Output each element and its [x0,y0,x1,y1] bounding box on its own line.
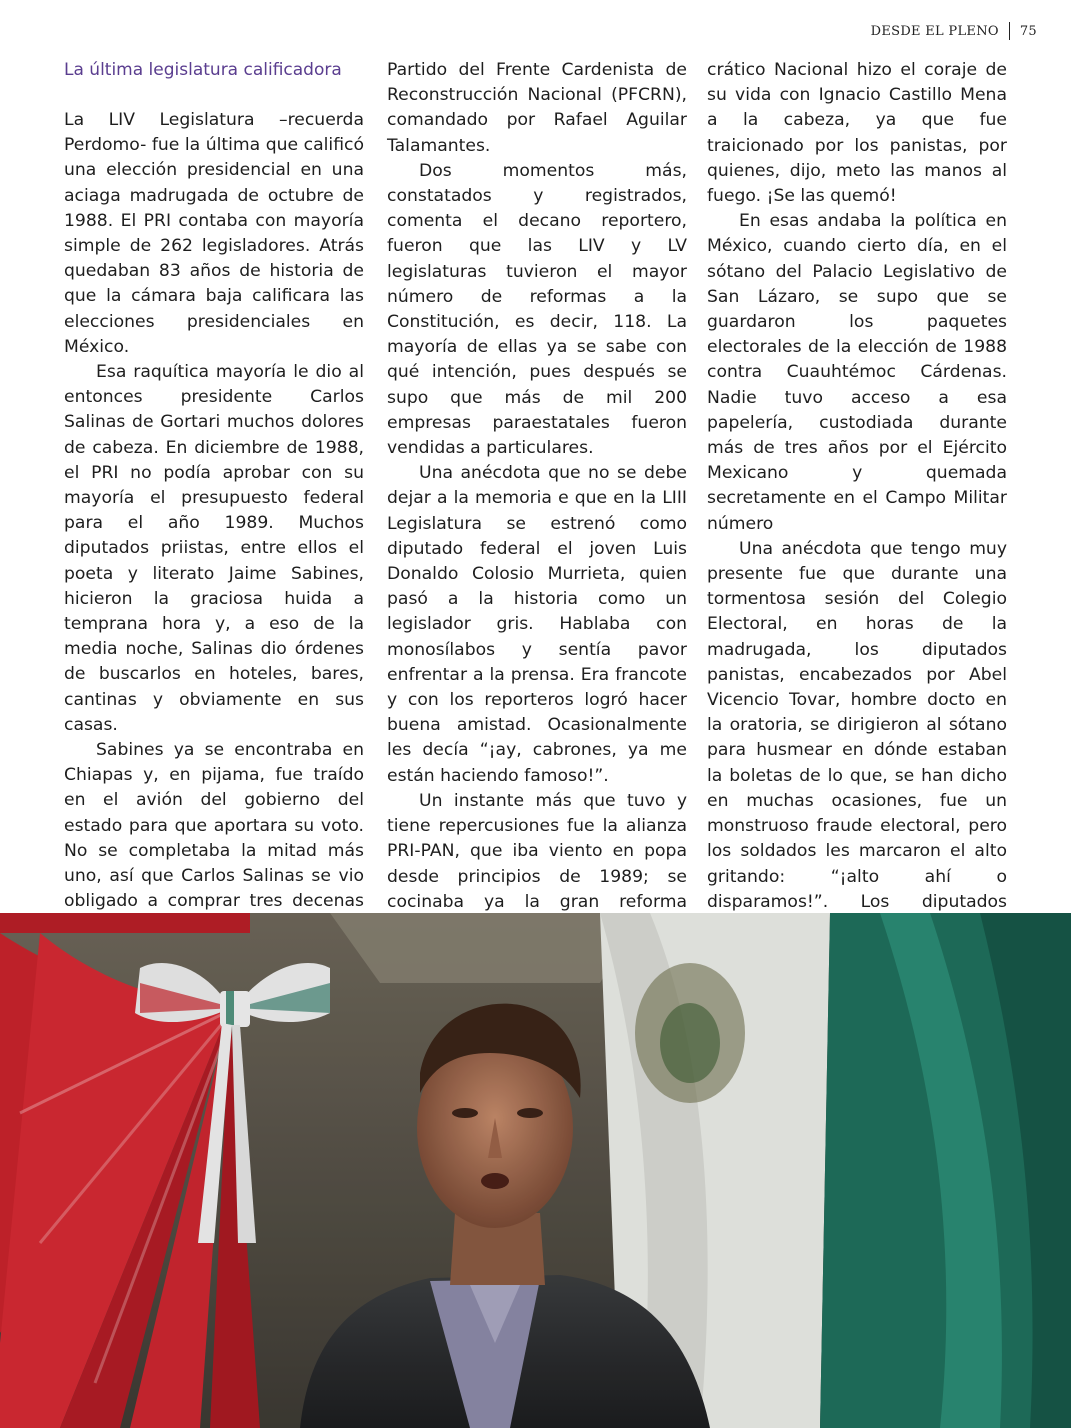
paragraph: Esa raquítica mayoría le dio al entonces presidente Carlos Salinas de Gortari muchos dolores de cabeza. En diciembre de 1988, el PRI no podía aprobar con su mayoría el presupuesto federal para el año 1989. Muchos diputados priistas, entre ellos el poeta y literato Jaime Sabines, hicieron la graciosa huida a temprana hora y, a eso de la media noche, Salinas dio órdenes de buscarlos en hoteles, bares, cantinas y obviamente en sus casas. [64,362,364,735]
paragraph: La LIV Legislatura –recuerda Perdomo- fue la última que calificó una elección presidencial en una aciaga madrugada de octubre de 1988. El PRI contaba con mayoría simple de 262 legisladores. Atrás quedaban 83 años de historia de que la cámara baja calificara las elecciones presidenciales en México. [64,110,364,357]
legislator-photo [0,913,1071,1428]
paragraph: Una anécdota que tengo muy presente fue que durante una tormentosa sesión del Colegio Electoral, en horas de la madrugada, los diputados panistas, encabezados por Abel Vicencio Tovar, hombre docto en la oratoria, se dirigieron al sótano para husmear en dónde estaban la boletas de lo que, se han dicho en muchas ocasiones, fue un monstruoso fraude electoral, pero los soldados les marcaron el alto gritando: “¡alto ahí o disparamos!”. Los diputados [707,538,1007,912]
text-column-3 [707,58,1007,965]
paragraph: Sabines ya se encontraba en Chiapas y, en pijama, fue traído en el avión del gobierno del estado para que aportara su voto. No se completaba la mitad más uno, así que Carlos Salinas se vio obligado a comprar tres decenas [64,740,364,912]
paragraph: Partido del Frente Cardenista de Reconstrucción Nacional (PFCRN), comandado por Rafael Aguilar Talamantes. [387,60,687,156]
paragraph: Una anécdota que no se debe dejar a la memoria e que en la LIII Legislatura se estrenó como diputado federal el joven Luis Donaldo Colosio Murrieta, quien pasó a la historia como un legislador gris. Hablaba con monosílabos y sentía pavor enfrentar a la prensa. Era francote y con los reporteros logró hacer buena amistad. Ocasionalmente les decía “¡ay, cabrones, ya me están haciendo famoso!”. [387,463,687,786]
text-column-1 [64,58,364,940]
page-number: 75 [1019,23,1037,39]
paragraph: Un instante más que tuvo y tiene repercusiones fue la alianza PRI-PAN, que iba viento en popa desde principios de 1989; se cocinaba ya la gran reforma [387,790,687,912]
paragraph: Dos momentos más, constatados y registrados, comenta el decano reportero, fueron que las LIV y LV legislaturas tuvieron el mayor número de reformas a la Constitución, es decir, 118. La mayoría de ellas ya se sabe con qué intención, pues después se supo que más de mil 200 empresas paraestatales fueron vendidas a particulares. [387,160,687,459]
paragraph: crático Nacional hizo el coraje de su vida con Ignacio Castillo Mena a la cabeza, ya que fue traicionado por los panistas, por quienes, dijo, meto las manos al fuego. ¡Se las quemó! [707,60,1007,207]
section-title: DESDE EL PLENO [870,23,999,39]
header-divider [1009,22,1010,40]
paragraph: En esas andaba la política en México, cuando cierto día, en el sótano del Palacio Legislativo de San Lázaro, se supo que se guardaron los paquetes electorales de la elección de 1988 contra Cuauhtémoc Cárdenas. Nadie tuvo acceso a esa papelería, custodiada durante más de tres años por el Ejército Mexicano y quemada secretamente en el Campo Militar número [707,211,1007,534]
section-subhead: La última legislatura calificadora [64,60,342,80]
text-column-2 [387,58,687,965]
running-header [871,22,1037,40]
photo-illustration [0,913,1071,1428]
